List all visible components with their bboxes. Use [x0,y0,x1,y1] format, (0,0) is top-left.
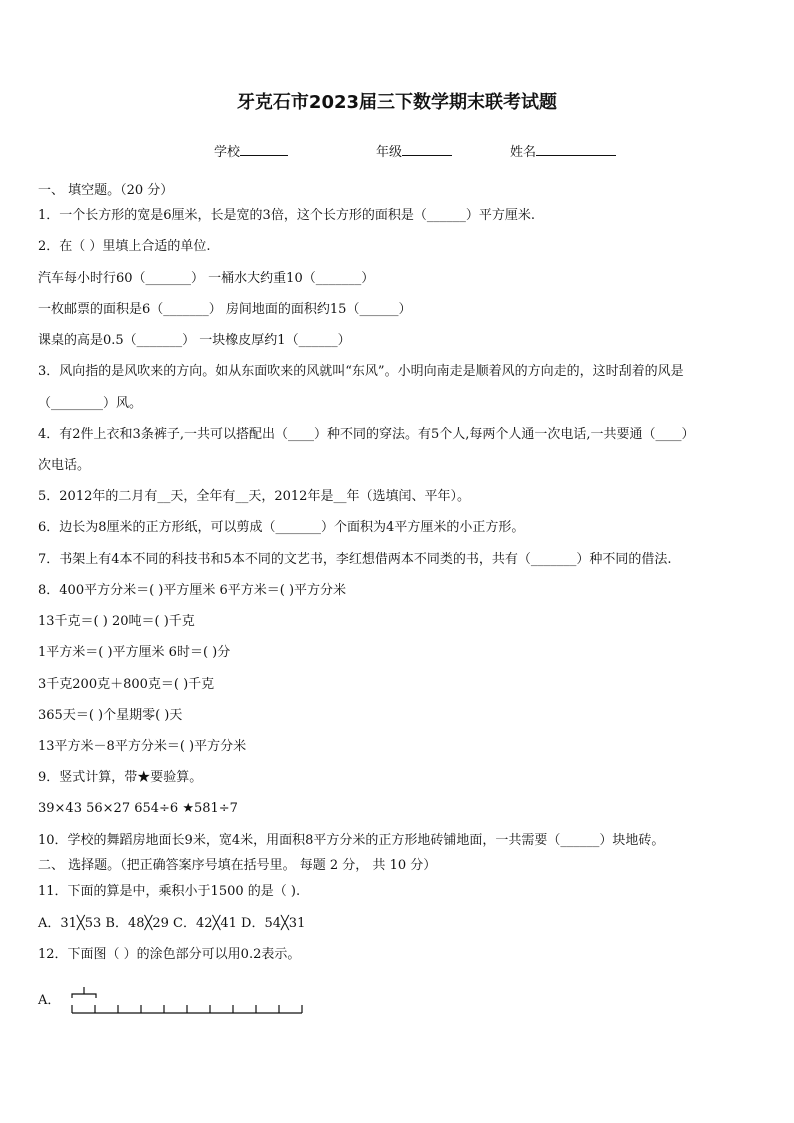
question-12: 12．下面图（ ）的涂色部分可以用0.2表示。 [38,947,301,962]
question-7: 7．书架上有4本不同的科技书和5本不同的文艺书，李红想借两本不同类的书，共有（_______）种不同的借法. [38,552,672,567]
question-6: 6．边长为8厘米的正方形纸，可以剪成（_______）个面积为4平方厘米的小正方形。 [38,520,525,535]
number-line-figure [64,985,306,1019]
question-4: 4．有2件上衣和3条裤子,一共可以搭配出（____）种不同的穿法。有5个人,每两个人通一次电话,一共要通（____） [38,427,695,442]
question-2: 2．在（ ）里填上合适的单位. [38,239,211,254]
page-title: 牙克石市2023届三下数学期末联考试题 [236,92,558,113]
question-8-row-6: 13平方米－8平方分米＝( )平方分米 [38,739,247,754]
question-2-row-1: 汽车每小时行60（_______） 一桶水大约重10（_______） [38,271,375,286]
section-1-heading: 一、 填空题。（20 分） [38,183,174,198]
grade-blank [402,143,452,156]
question-4-cont: 次电话。 [38,458,91,473]
question-9-items: 39×43 56×27 654÷6 ★581÷7 [38,801,238,816]
question-8-row-4: 3千克200克＋800克＝( )千克 [38,677,215,692]
question-8-row-5: 365天＝( )个星期零( )天 [38,708,183,723]
question-10: 10．学校的舞蹈房地面长9米，宽4米，用面积8平方分米的正方形地砖铺地面，一共需要（______）块地砖。 [38,833,665,848]
question-1: 1．一个长方形的宽是6厘米，长是宽的3倍，这个长方形的面积是（______）平方厘米. [38,208,535,223]
question-2-row-3: 课桌的高是0.5（_______） 一块橡皮厚约1（______） [38,333,351,348]
school-field [214,141,288,160]
grade-label: 年级 [376,145,403,160]
question-12-option-a: A． [38,993,61,1008]
question-11-options: A．31╳53 B．48╳29 C．42╳41 D．54╳31 [38,916,306,931]
grade-field [376,141,452,160]
question-8-row-3: 1平方米＝( )平方厘米 6时＝( )分 [38,645,231,660]
question-8: 8．400平方分米＝( )平方厘米 6平方米＝( )平方分米 [38,583,347,598]
school-blank [240,143,288,156]
section-2-heading: 二、 选择题。（把正确答案序号填在括号里。 每题 2 分， 共 10 分） [38,858,437,873]
name-field [510,141,616,160]
question-9: 9．竖式计算，带★要验算。 [38,770,203,785]
name-label: 姓名 [510,145,537,160]
question-5: 5．2012年的二月有__天，全年有__天，2012年是__年（选填闰、平年）。 [38,489,470,504]
question-3: 3．风向指的是风吹来的方向。如从东面吹来的风就叫“东风”。小明向南走是顺着风的方向走的，这时刮着的风是 [38,364,684,379]
question-8-row-2: 13千克＝( ) 20吨＝( )千克 [38,614,195,629]
school-label: 学校 [214,145,241,160]
question-2-row-2: 一枚邮票的面积是6（_______） 房间地面的面积约15（______） [38,302,412,317]
question-3-cont: （________）风。 [38,396,143,411]
question-11: 11．下面的算是中，乘积小于1500 的是（ ). [38,884,301,899]
name-blank [536,143,616,156]
